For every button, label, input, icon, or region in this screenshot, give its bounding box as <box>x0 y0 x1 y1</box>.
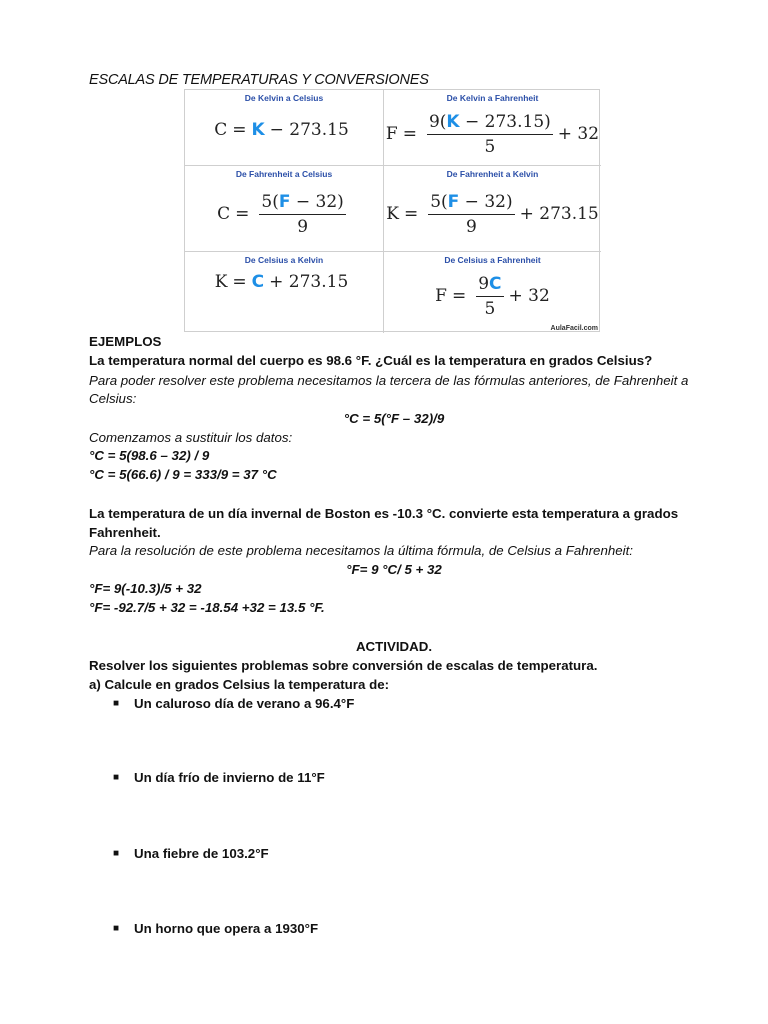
formula-cell-kelvin-celsius <box>185 90 384 166</box>
formula-celsius-kelvin: K = C + 273.15 <box>214 272 349 292</box>
formula-lhs: C <box>214 120 228 140</box>
formula-rhs: − 273.15 <box>269 120 349 140</box>
formula-rhs: + 32 <box>508 286 550 306</box>
formula-variable: K <box>251 120 265 140</box>
formula-variable: C <box>251 272 265 292</box>
bullet-icon: ■ <box>113 923 120 934</box>
activity-item: Una fiebre de 103.2°F <box>134 846 269 861</box>
formula-lhs: F <box>385 124 398 144</box>
formula-cell-kelvin-fahrenheit <box>384 90 601 166</box>
formula-heading: De Fahrenheit a Celsius <box>235 169 333 179</box>
activity-instruction: Resolver los siguientes problemas sobre conversión de escalas de temperatura. <box>89 658 598 673</box>
formula-rhs: + 273.15 <box>519 204 599 224</box>
document-title: ESCALAS DE TEMPERATURAS Y CONVERSIONES <box>89 72 429 88</box>
example1-intro-line2: Celsius: <box>89 391 137 406</box>
example1-formula: °C = 5(°F – 32)/9 <box>343 411 445 426</box>
example2-step1: °F= 9(-10.3)/5 + 32 <box>89 581 202 596</box>
formula-variable: C <box>489 273 502 294</box>
activity-item: Un día frío de invierno de 11°F <box>134 770 325 785</box>
formula-table <box>184 89 600 332</box>
formula-variable: F <box>278 191 291 212</box>
example1-step1: °C = 5(98.6 – 32) / 9 <box>89 448 210 463</box>
formula-fraction: $\frac{5(F - 32)}{9}$ <box>261 191 344 237</box>
activity-part-a: a) Calcule en grados Celsius la temperatura de: <box>89 677 390 692</box>
formula-cell-celsius-fahrenheit <box>384 252 601 333</box>
formula-fahrenheit-kelvin: K = $\frac{5(F - 32)}{9}$ + 273.15 <box>386 191 599 237</box>
formula-fahrenheit-celsius: C = $\frac{5(F - 32)}{9}$ <box>217 191 344 237</box>
formula-lhs: F <box>435 286 447 306</box>
formula-heading: De Kelvin a Celsius <box>244 93 324 103</box>
formula-lhs: C <box>217 204 231 224</box>
example1-substitution-intro: Comenzamos a sustituir los datos: <box>89 430 293 445</box>
formula-cell-celsius-kelvin <box>185 252 384 333</box>
activity-heading: ACTIVIDAD. <box>355 639 433 654</box>
source-credit: AulaFacil.com <box>550 325 598 332</box>
bullet-icon: ■ <box>113 772 120 783</box>
formula-fraction: $\frac{9(K - 273.15)}{5}$ <box>428 111 551 157</box>
activity-item: Un caluroso día de verano a 96.4°F <box>134 696 355 711</box>
example2-formula: °F= 9 °C/ 5 + 32 <box>346 562 442 577</box>
formula-kelvin-fahrenheit: F = $\frac{9(K - 273.15)}{5}$ + 32 <box>385 111 600 157</box>
formula-fraction: $\frac{9C}{5}$ <box>478 273 502 319</box>
formula-heading: De Fahrenheit a Kelvin <box>446 169 539 179</box>
formula-cell-fahrenheit-celsius <box>185 166 384 252</box>
formula-lhs: K <box>214 272 228 292</box>
example1-step2: °C = 5(66.6) / 9 = 333/9 = 37 °C <box>89 467 277 482</box>
formula-variable: F <box>447 191 460 212</box>
bullet-icon: ■ <box>113 698 120 709</box>
formula-cell-fahrenheit-kelvin <box>384 166 601 252</box>
example1-question: La temperatura normal del cuerpo es 98.6 °F. ¿Cuál es la temperatura en grados Celsius? <box>89 353 653 368</box>
examples-heading: EJEMPLOS <box>89 334 162 349</box>
formula-heading: De Celsius a Fahrenheit <box>444 255 541 265</box>
formula-celsius-fahrenheit: F = $\frac{9C}{5}$ + 32 <box>435 273 550 319</box>
example2-step2: °F= -92.7/5 + 32 = -18.54 +32 = 13.5 °F. <box>89 600 325 615</box>
formula-heading: De Kelvin a Fahrenheit <box>446 93 539 103</box>
formula-heading: De Celsius a Kelvin <box>244 255 324 265</box>
formula-rhs: + 32 <box>557 124 600 144</box>
activity-item: Un horno que opera a 1930°F <box>134 921 319 936</box>
bullet-icon: ■ <box>113 848 120 859</box>
example1-intro-line1: Para poder resolver este problema necesitamos la tercera de las fórmulas anteriores, de Fahrenheit a <box>89 373 689 388</box>
example2-question-line2: Fahrenheit. <box>89 525 161 540</box>
example2-intro: Para la resolución de este problema necesitamos la última fórmula, de Celsius a Fahrenheit: <box>89 543 633 558</box>
formula-fraction: $\frac{5(F - 32)}{9}$ <box>430 191 513 237</box>
example2-question-line1: La temperatura de un día invernal de Boston es -10.3 °C. convierte esta temperatura a grados <box>89 506 679 521</box>
formula-rhs: + 273.15 <box>269 272 349 292</box>
formula-kelvin-celsius: C = K − 273.15 <box>214 120 349 140</box>
formula-variable: K <box>446 111 460 132</box>
formula-lhs: K <box>386 204 399 224</box>
